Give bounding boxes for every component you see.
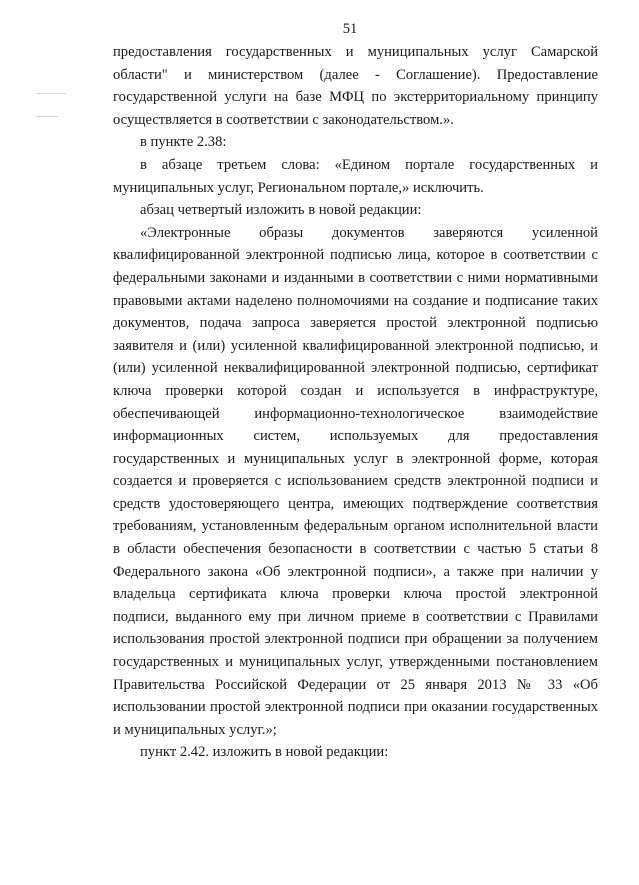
paragraph-continuation: предоставления государственных и муниципальных услуг Самарской области" и министерством (далее - Соглашение). Предоставление государственной услуги на базе МФЦ по экстерриториальному принципу осуществляется в соответствии с законодательством.». <box>113 44 598 128</box>
page-number: 51 <box>342 21 358 37</box>
paragraph-exclusion: в абзаце третьем слова: «Едином портале государственных и муниципальных услуг, Региональном портале,» исключить. <box>113 156 598 196</box>
paragraph-electronic-images: «Электронные образы документов заверяются усиленной квалифицированной электронной подписью лица, которое в соответствии с федеральными законами и изданными в соответствии с ними нормативными правовыми актами наделено полномочиями на создание и подписание таких документов, подача запроса заверяется простой электронной подписью заявителя и (или) усиленной квалифицированной электронной подписью, и (или) усиленной неквалифицированной электронной подписью, сертификат ключа проверки которой создан и используется в инфраструктуре, обеспечивающей информационно-технологическое взаимодействие информационных систем, используемых для предоставления государственных и муниципальных услуг в электронной форме, которая создается и проверяется с использованием средств электронной подписи и средств удостоверяющего центра, имеющих подтверждение соответствия требованиям, установленным федеральным органом исполнительной власти в области обеспечения безопасности в соответствии с частью 5 статьи 8 Федерального закона «Об электронной подписи», а также при наличии у владельца сертификата ключа проверки ключа простой электронной подписи, выданного ему при личном приеме в соответствии с Правилами использования простой электронной подписи при обращении за получением государственных и муниципальных услуг, утвержденными постановлением Правительства Российской Федерации от 25 января 2013 № 33 «Об использовании простой электронной подписи при оказании государственных и муниципальных услуг.»; <box>113 224 598 738</box>
paragraph-clause-2-38: в пункте 2.38: <box>140 134 227 151</box>
margin-smudge <box>36 93 66 94</box>
paragraph-clause-2-42: пункт 2.42. изложить в новой редакции: <box>140 744 389 761</box>
paragraph-new-edition: абзац четвертый изложить в новой редакции: <box>140 202 422 219</box>
document-body <box>113 41 598 764</box>
margin-smudge <box>36 116 58 117</box>
